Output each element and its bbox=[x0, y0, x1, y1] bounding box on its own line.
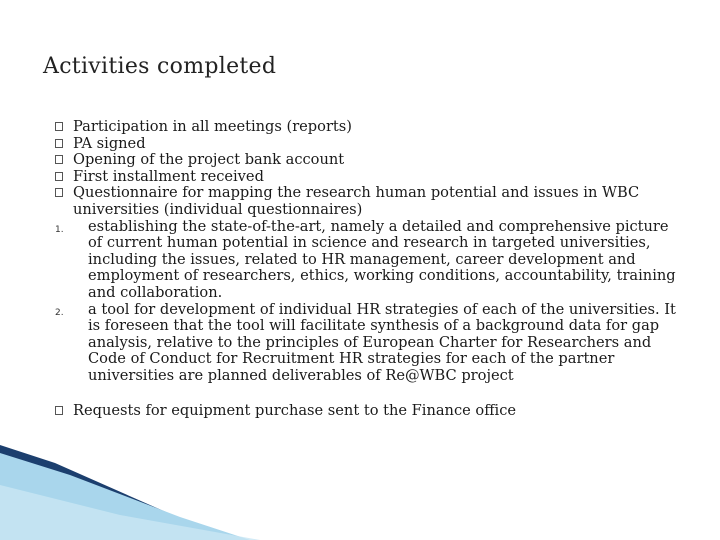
numbered-item bbox=[55, 219, 685, 302]
decorative-swoosh bbox=[0, 445, 720, 540]
square-bullet-icon bbox=[55, 155, 63, 164]
bullet-item bbox=[55, 185, 685, 218]
bullet-item bbox=[55, 169, 685, 186]
numbered-item bbox=[55, 302, 685, 385]
numbered-text: establishing the state-of-the-art, namely a detailed and comprehensive picture of current human potential in science and research in targeted universities, including the issues, related to HR management, career development and employment of researchers, ethics, working conditions, accountability, training and collaboration. bbox=[88, 217, 676, 301]
bullet-text: First installment received bbox=[73, 167, 264, 185]
bullet-text: Opening of the project bank account bbox=[73, 151, 345, 169]
bullet-item bbox=[55, 119, 685, 136]
bullet-text: Requests for equipment purchase sent to the Finance office bbox=[73, 401, 517, 419]
slide-title: Activities completed bbox=[43, 54, 277, 79]
bullet-text: PA signed bbox=[73, 134, 146, 152]
bullet-text: Participation in all meetings (reports) bbox=[73, 118, 352, 135]
square-bullet-icon bbox=[55, 188, 63, 197]
square-bullet-icon bbox=[55, 406, 63, 415]
item-number: 1. bbox=[55, 224, 64, 235]
bullet-item bbox=[55, 152, 685, 169]
square-bullet-icon bbox=[55, 122, 63, 131]
item-number: 2. bbox=[55, 307, 64, 318]
square-bullet-icon bbox=[55, 172, 63, 181]
slide-content bbox=[55, 119, 685, 419]
bullet-text: Questionnaire for mapping the research human potential and issues in WBC universities (individual questionnaires) bbox=[73, 184, 640, 218]
numbered-text: a tool for development of individual HR strategies of each of the universities. It is foreseen that the tool will facilitate synthesis of a background data for gap analysis, relative to the principles of European Charter for Researchers and Code of Conduct for Recruitment HR strategies for each of the partner universities are planned deliverables of Re@WBC project bbox=[88, 300, 676, 384]
bullet-item bbox=[55, 136, 685, 153]
square-bullet-icon bbox=[55, 139, 63, 148]
bullet-item bbox=[55, 403, 685, 420]
